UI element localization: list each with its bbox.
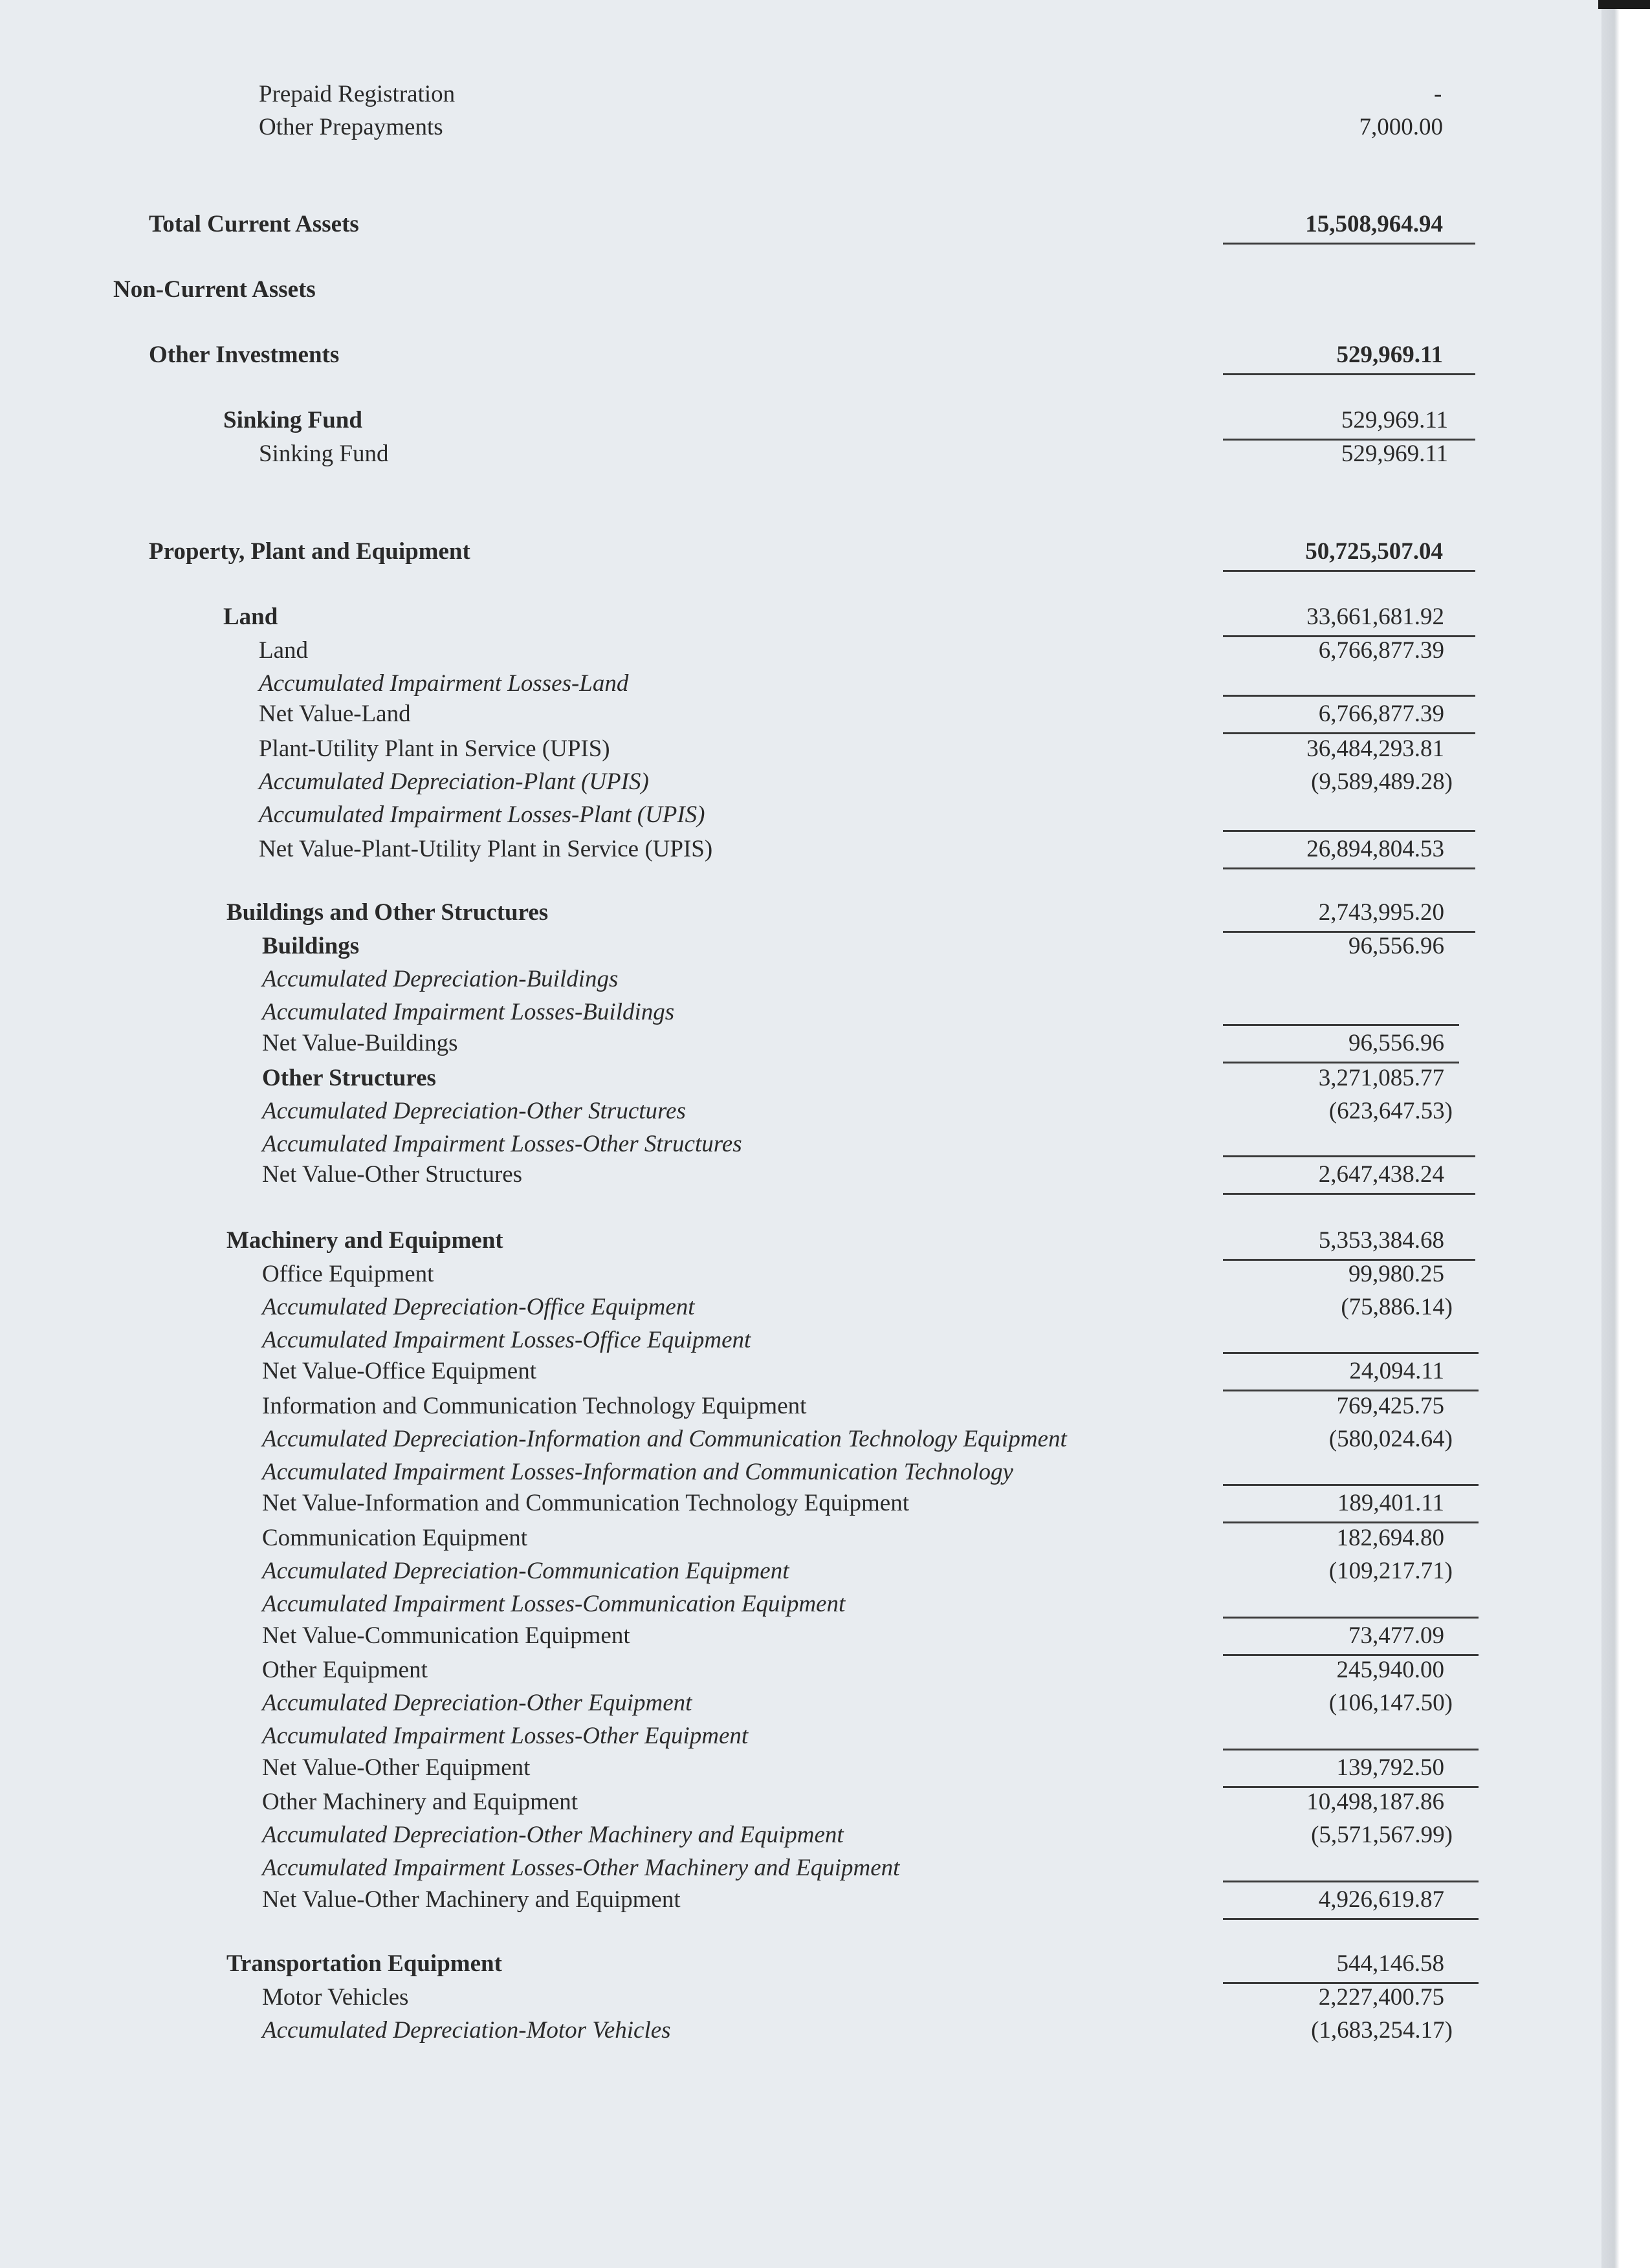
row-amount: 529,969.11 bbox=[1341, 441, 1448, 467]
row-amount: 96,556.96 bbox=[1348, 933, 1444, 959]
row-amount: 5,353,384.68 bbox=[1318, 1227, 1444, 1254]
amount-rule bbox=[1223, 1749, 1479, 1750]
amount-rule bbox=[1223, 830, 1475, 832]
row-label: Accumulated Impairment Losses-Other Machinery and Equipment bbox=[262, 1855, 900, 1881]
row-label: Accumulated Impairment Losses-Plant (UPIS) bbox=[259, 801, 705, 828]
amount-rule bbox=[1223, 1352, 1479, 1354]
row-amount: 33,661,681.92 bbox=[1306, 604, 1444, 630]
row-label: Motor Vehicles bbox=[262, 1984, 409, 2011]
statement-row bbox=[0, 896, 1601, 930]
statement-row bbox=[0, 1258, 1601, 1291]
row-label: Accumulated Depreciation-Other Equipment bbox=[262, 1690, 692, 1716]
statement-row bbox=[0, 1981, 1601, 2014]
statement-row bbox=[0, 1291, 1601, 1324]
row-label: Buildings and Other Structures bbox=[226, 899, 549, 926]
statement-row bbox=[0, 273, 1601, 307]
row-label: Accumulated Depreciation-Information and Communication Technology Equipment bbox=[262, 1426, 1067, 1452]
row-amount: (75,886.14) bbox=[1341, 1294, 1453, 1320]
row-label: Accumulated Impairment Losses-Office Equipment bbox=[262, 1327, 751, 1353]
row-amount: 2,743,995.20 bbox=[1318, 899, 1444, 926]
row-amount: (5,571,567.99) bbox=[1311, 1822, 1453, 1848]
statement-row bbox=[0, 437, 1601, 471]
statement-row bbox=[0, 1947, 1601, 1981]
row-amount: (1,683,254.17) bbox=[1311, 2017, 1453, 2044]
row-amount: - bbox=[1434, 81, 1442, 107]
statement-row bbox=[0, 1883, 1601, 1917]
row-label: Transportation Equipment bbox=[226, 1950, 502, 1977]
statement-row bbox=[0, 1158, 1601, 1192]
statement-row bbox=[0, 1355, 1601, 1388]
row-label: Other Structures bbox=[262, 1065, 436, 1091]
row-amount: 6,766,877.39 bbox=[1318, 701, 1444, 727]
row-label: Total Current Assets bbox=[149, 211, 359, 237]
amount-rule bbox=[1223, 570, 1475, 572]
amount-rule bbox=[1223, 867, 1475, 869]
row-amount: (623,647.53) bbox=[1328, 1098, 1453, 1124]
amount-rule bbox=[1223, 373, 1475, 375]
statement-row bbox=[0, 798, 1601, 832]
statement-row bbox=[0, 535, 1601, 569]
row-label: Communication Equipment bbox=[262, 1525, 528, 1551]
row-amount: 10,498,187.86 bbox=[1306, 1789, 1444, 1815]
amount-rule bbox=[1223, 1193, 1475, 1195]
row-amount: 50,725,507.04 bbox=[1305, 538, 1443, 565]
row-label: Net Value-Buildings bbox=[262, 1030, 458, 1056]
row-label: Net Value-Other Structures bbox=[262, 1161, 523, 1188]
statement-row bbox=[0, 78, 1601, 111]
scan-edge bbox=[1601, 0, 1650, 2268]
row-amount: (106,147.50) bbox=[1328, 1690, 1453, 1716]
statement-row bbox=[0, 600, 1601, 634]
row-label: Accumulated Impairment Losses-Buildings bbox=[262, 999, 675, 1025]
row-label: Accumulated Depreciation-Other Structures bbox=[262, 1098, 686, 1124]
amount-rule bbox=[1223, 1918, 1479, 1920]
row-label: Land bbox=[259, 637, 309, 664]
statement-row bbox=[0, 1487, 1601, 1520]
row-amount: 24,094.11 bbox=[1349, 1358, 1444, 1384]
statement-row bbox=[0, 1653, 1601, 1687]
row-label: Accumulated Impairment Losses-Other Structures bbox=[262, 1131, 742, 1157]
statement-row bbox=[0, 1785, 1601, 1819]
row-label: Accumulated Impairment Losses-Land bbox=[259, 670, 629, 697]
row-label: Sinking Fund bbox=[259, 441, 389, 467]
statement-row bbox=[0, 1818, 1601, 1852]
statement-row bbox=[0, 111, 1601, 144]
row-label: Information and Communication Technology Equipment bbox=[262, 1393, 807, 1419]
row-amount: (109,217.71) bbox=[1328, 1558, 1453, 1584]
row-label: Net Value-Other Equipment bbox=[262, 1754, 531, 1781]
row-label: Net Value-Information and Communication Technology Equipment bbox=[262, 1490, 909, 1516]
row-label: Land bbox=[223, 604, 278, 630]
row-amount: 544,146.58 bbox=[1336, 1950, 1444, 1977]
row-label: Accumulated Depreciation-Plant (UPIS) bbox=[259, 769, 649, 795]
statement-row bbox=[0, 338, 1601, 372]
statement-row bbox=[0, 404, 1601, 437]
row-amount: 529,969.11 bbox=[1341, 407, 1448, 433]
statement-row bbox=[0, 1554, 1601, 1588]
row-label: Net Value-Land bbox=[259, 701, 411, 727]
row-amount: 7,000.00 bbox=[1359, 114, 1443, 140]
row-label: Plant-Utility Plant in Service (UPIS) bbox=[259, 736, 610, 762]
statement-row bbox=[0, 1095, 1601, 1128]
row-amount: 529,969.11 bbox=[1336, 342, 1443, 368]
row-label: Accumulated Depreciation-Motor Vehicles bbox=[262, 2017, 671, 2044]
row-amount: 3,271,085.77 bbox=[1318, 1065, 1444, 1091]
row-label: Accumulated Depreciation-Other Machinery and Equipment bbox=[262, 1822, 844, 1848]
amount-rule bbox=[1223, 1881, 1479, 1882]
row-amount: 99,980.25 bbox=[1348, 1261, 1444, 1287]
amount-rule bbox=[1223, 1617, 1479, 1619]
row-label: Property, Plant and Equipment bbox=[149, 538, 470, 565]
row-amount: 4,926,619.87 bbox=[1318, 1886, 1444, 1913]
row-label: Accumulated Impairment Losses-Other Equipment bbox=[262, 1723, 749, 1749]
statement-row bbox=[0, 732, 1601, 766]
row-amount: (9,589,489.28) bbox=[1311, 769, 1453, 795]
row-label: Sinking Fund bbox=[223, 407, 362, 433]
row-amount: 769,425.75 bbox=[1336, 1393, 1444, 1419]
amount-rule bbox=[1223, 695, 1475, 697]
statement-row bbox=[0, 765, 1601, 799]
statement-row bbox=[0, 1390, 1601, 1423]
row-label: Other Prepayments bbox=[259, 114, 443, 140]
row-label: Accumulated Impairment Losses-Communication Equipment bbox=[262, 1591, 846, 1617]
row-label: Net Value-Plant-Utility Plant in Service (UPIS) bbox=[259, 836, 713, 862]
row-label: Other Equipment bbox=[262, 1657, 428, 1683]
amount-rule bbox=[1223, 1024, 1459, 1026]
statement-row bbox=[0, 1521, 1601, 1555]
row-amount: 2,647,438.24 bbox=[1318, 1161, 1444, 1188]
row-label: Accumulated Depreciation-Office Equipment bbox=[262, 1294, 695, 1320]
row-amount: 73,477.09 bbox=[1348, 1622, 1444, 1649]
row-label: Non-Current Assets bbox=[113, 276, 316, 303]
row-label: Accumulated Impairment Losses-Information and Communication Technology bbox=[262, 1459, 1013, 1485]
row-label: Net Value-Other Machinery and Equipment bbox=[262, 1886, 681, 1913]
row-label: Accumulated Depreciation-Buildings bbox=[262, 966, 619, 992]
statement-row bbox=[0, 1619, 1601, 1653]
row-amount: 96,556.96 bbox=[1348, 1030, 1444, 1056]
row-amount: 26,894,804.53 bbox=[1306, 836, 1444, 862]
row-amount: 245,940.00 bbox=[1336, 1657, 1444, 1683]
row-label: Office Equipment bbox=[262, 1261, 434, 1287]
row-amount: 2,227,400.75 bbox=[1318, 1984, 1444, 2011]
row-label: Net Value-Communication Equipment bbox=[262, 1622, 630, 1649]
statement-row bbox=[0, 1751, 1601, 1785]
row-label: Machinery and Equipment bbox=[226, 1227, 503, 1254]
row-label: Other Investments bbox=[149, 342, 340, 368]
row-label: Net Value-Office Equipment bbox=[262, 1358, 537, 1384]
amount-rule bbox=[1223, 1484, 1479, 1486]
row-amount: 15,508,964.94 bbox=[1305, 211, 1443, 237]
statement-row bbox=[0, 833, 1601, 866]
row-label: Accumulated Depreciation-Communication Equipment bbox=[262, 1558, 789, 1584]
row-label: Prepaid Registration bbox=[259, 81, 456, 107]
row-amount: 36,484,293.81 bbox=[1306, 736, 1444, 762]
statement-row bbox=[0, 1224, 1601, 1258]
statement-row bbox=[0, 208, 1601, 241]
statement-row bbox=[0, 1423, 1601, 1456]
statement-row bbox=[0, 1027, 1601, 1060]
row-amount: 139,792.50 bbox=[1336, 1754, 1444, 1781]
statement-row bbox=[0, 1062, 1601, 1095]
statement-row bbox=[0, 697, 1601, 731]
row-amount: (580,024.64) bbox=[1328, 1426, 1453, 1452]
amount-rule bbox=[1223, 1155, 1475, 1157]
statement-row bbox=[0, 2014, 1601, 2047]
row-label: Other Machinery and Equipment bbox=[262, 1789, 578, 1815]
statement-row bbox=[0, 930, 1601, 963]
statement-row bbox=[0, 1686, 1601, 1720]
scan-corner-mark bbox=[1598, 0, 1650, 9]
row-label: Buildings bbox=[262, 933, 360, 959]
statement-row bbox=[0, 963, 1601, 996]
row-amount: 6,766,877.39 bbox=[1318, 637, 1444, 664]
statement-row bbox=[0, 634, 1601, 668]
amount-rule bbox=[1223, 243, 1475, 245]
row-amount: 189,401.11 bbox=[1337, 1490, 1444, 1516]
row-amount: 182,694.80 bbox=[1336, 1525, 1444, 1551]
